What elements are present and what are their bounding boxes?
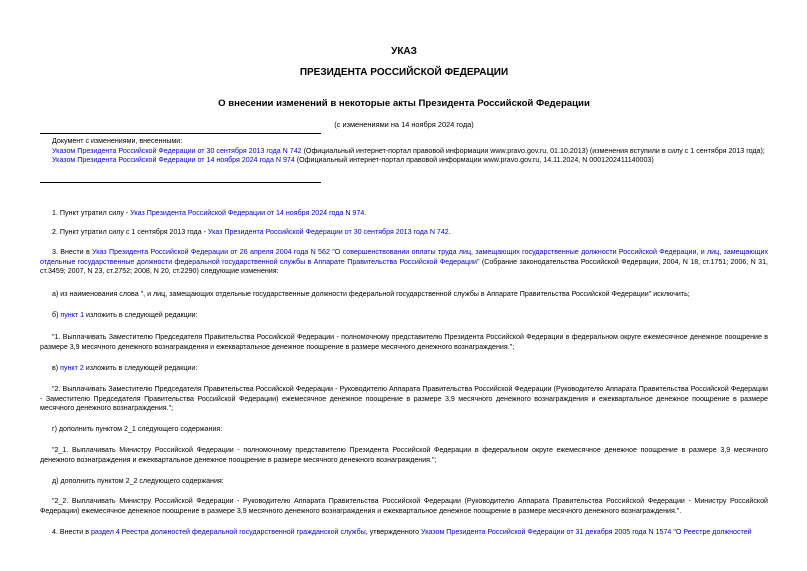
paragraph-3a: а) из наименования слова ", и лиц, замещающих отдельные государственные должности федеральной государственной службы в Аппарате Правительства Российской Федерации" исключить; [52, 290, 690, 298]
link-registry-section-4[interactable]: раздел 4 Реестра должностей федеральной государственной гражданской службы [90, 528, 366, 536]
paragraph-3b: б) пункт 1 изложить в следующей редакции: [52, 311, 198, 319]
link-point-2[interactable]: пункт 2 [60, 364, 84, 372]
paragraph-3c: в) пункт 2 изложить в следующей редакции: [52, 364, 198, 372]
paragraph-3: 3. Внести в Указ Президента Российской Федерации от 26 апреля 2004 года N 562 "О совершенствовании оплаты труда лиц, замещающих государственные должности Российской Федерации, и лиц, замещающих отдельные государственные должности федеральной государственной службы в Аппарате Правительства Российской Федерации" (Собрание законодательства Российской Федерации, 2004, N 18, ст.1751; 2006, N 31, ст.3459; 2007, N 23, ст.2752; 2008, N 20, ст.2290) следующие изменения: [40, 248, 768, 276]
link-decree-742[interactable]: Указом Президента Российской Федерации от 30 сентября 2013 года N 742 [52, 146, 302, 155]
changes-item-974-text: (Официальный интернет-портал правовой информации www.pravo.gov.ru, 14.11.2024, N 0001202411140003) [294, 156, 654, 165]
changes-bottom-rule [40, 182, 321, 183]
paragraph-2: 2. Пункт утратил силу с 1 сентября 2013 года - Указ Президента Российской Федерации от 30 сентября 2013 года N 742. [52, 228, 451, 236]
paragraph-3d-quote: "2_1. Выплачивать Министру Российской Федерации - полномочному представителю Президента Российской Федерации в федеральном округе ежемесячное денежное поощрение в размере 3,9 месячного денежного вознаграждения и ежеквартальное денежное поощрение в размере месячного денежного вознаграждения."; [40, 446, 768, 464]
changes-intro: Документ с изменениями, внесенными: [52, 137, 183, 145]
link-point-1[interactable]: пункт 1 [60, 311, 85, 319]
link-p1-decree-974[interactable]: Указ Президента Российской Федерации от 14 ноября 2024 года N 974 [130, 209, 365, 217]
link-p2-decree-742[interactable]: Указ Президента Российской Федерации от 30 сентября 2013 года N 742 [207, 228, 449, 236]
document-subject-title: О внесении изменений в некоторые акты Президента Российской Федерации [218, 98, 590, 109]
link-p3-decree-562[interactable]: Указ Президента Российской Федерации от 26 апреля 2004 года N 562 "О совершенствовании оплаты труда лиц, замещающих государственные должности Российской Федерации, и лиц, замещающих отдельные государственные должности федеральной государственной службы в Аппарате Правительства Российской Федерации" [40, 248, 768, 266]
document-title-decree: УКАЗ [391, 46, 417, 57]
paragraph-1: 1. Пункт утратил силу - Указ Президента Российской Федерации от 14 ноября 2024 года N 974. [52, 209, 367, 217]
changes-item-742-text: (Официальный интернет-портал правовой информации www.pravo.gov.ru, 01.10.2013) (изменения вступили в силу с 1 сентября 2013 года); [301, 146, 765, 155]
paragraph-3b-quote: "1. Выплачивать Заместителю Председателя Правительства Российской Федерации - полномочному представителю Президента Российской Федерации в федеральном округе ежемесячное денежное поощрение в размере 3,9 месячного денежного вознаграждения и ежеквартальное денежное поощрение в размере месячного денежного вознаграждения."; [40, 333, 768, 351]
changes-item-742 [40, 147, 768, 157]
link-decree-974[interactable]: Указом Президента Российской Федерации от 14 ноября 2024 года N 974 [52, 156, 295, 165]
link-decree-1574[interactable]: Указом Президента Российской Федерации от 31 декабря 2005 года N 1574 "О Реестре должностей [421, 528, 752, 536]
edition-note: (с изменениями на 14 ноября 2024 года) [334, 120, 474, 129]
paragraph-3d: г) дополнить пунктом 2_1 следующего содержания: [52, 425, 223, 433]
paragraph-3e: д) дополнить пунктом 2_2 следующего содержания: [52, 477, 224, 485]
changes-block [40, 137, 768, 166]
paragraph-3c-quote: "2. Выплачивать Заместителю Председателя Правительства Российской Федерации - Руководителю Аппарата Правительства Российской Федерации (Руководителю Аппарата Правительства Российской Федерации - Заместителю Председателя Правительства Российской Федерации) ежемесячное денежное поощрение в размере 3,9 месячного денежного вознаграждения и ежеквартальное денежное поощрение в размере месячного денежного вознаграждения."; [40, 385, 768, 413]
changes-top-rule [40, 133, 321, 134]
changes-item-974 [40, 156, 768, 166]
document-title-issuer: ПРЕЗИДЕНТА РОССИЙСКОЙ ФЕДЕРАЦИИ [299, 67, 509, 78]
paragraph-3e-quote: "2_2. Выплачивать Министру Российской Федерации - Руководителю Аппарата Правительства Российской Федерации (Руководителю Аппарата Правительства Российской Федерации - Министру Российской Федерации) ежемесячное денежное поощрение в размере 3,9 месячного денежного вознаграждения и ежеквартальное денежное поощрение в размере месячного денежного вознаграждения.". [40, 497, 768, 515]
paragraph-4: 4. Внести в раздел 4 Реестра должностей федеральной государственной гражданской службы, утвержденного Указом Президента Российской Федерации от 31 декабря 2005 года N 1574 "О Реестре должностей [52, 528, 752, 536]
